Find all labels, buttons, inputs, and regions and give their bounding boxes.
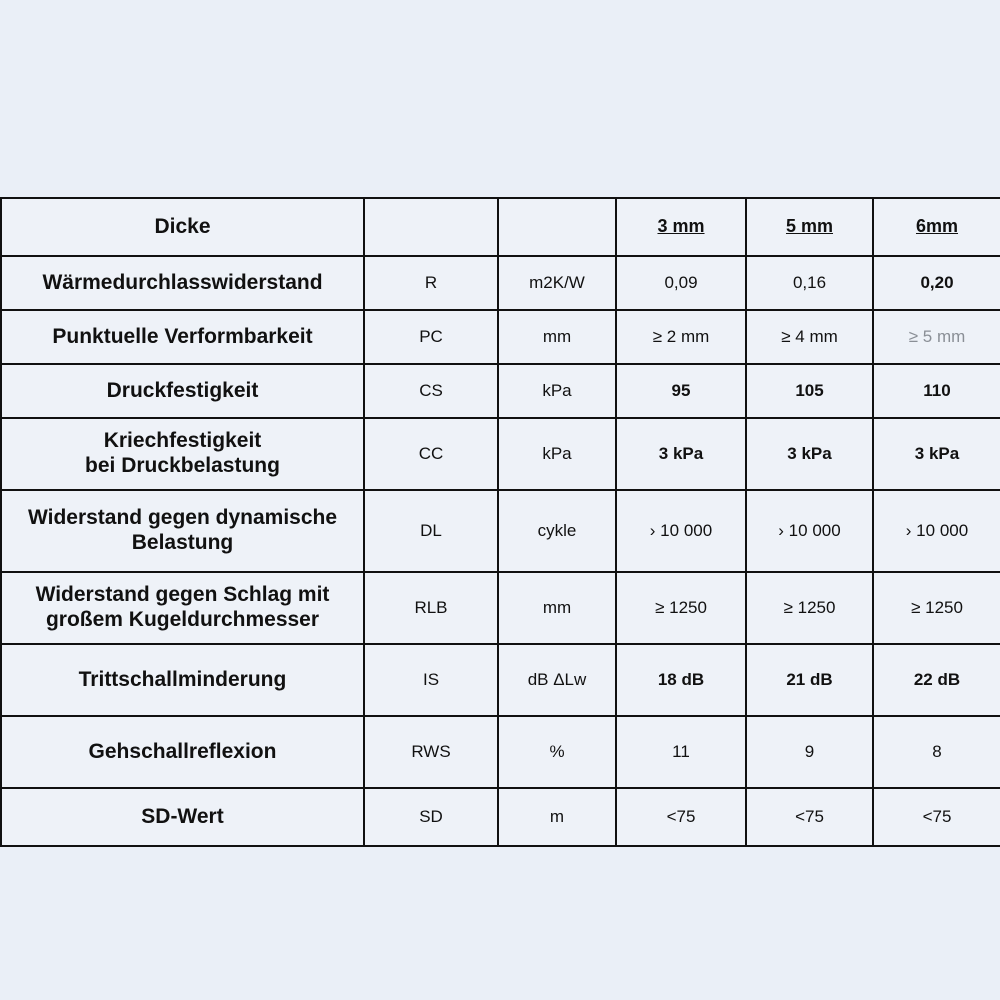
property-name: Trittschallminderung bbox=[1, 644, 364, 716]
property-name: Wärmedurchlasswiderstand bbox=[1, 256, 364, 310]
header-thickness-label: Dicke bbox=[1, 198, 364, 256]
value-cell-6mm: 110 bbox=[873, 364, 1000, 418]
property-name: Widerstand gegen Schlag mit großem Kugeldurchmesser bbox=[1, 572, 364, 644]
property-unit: % bbox=[498, 716, 616, 788]
value-cell-3mm: 0,09 bbox=[616, 256, 746, 310]
value-cell-5mm: 21 dB bbox=[746, 644, 873, 716]
property-unit: kPa bbox=[498, 418, 616, 490]
header-value-5mm: 5 mm bbox=[746, 198, 873, 256]
property-unit: mm bbox=[498, 572, 616, 644]
value-cell-3mm: › 10 000 bbox=[616, 490, 746, 572]
specification-table bbox=[0, 197, 1000, 847]
property-unit: dB ΔLw bbox=[498, 644, 616, 716]
property-symbol: CS bbox=[364, 364, 498, 418]
property-symbol: CC bbox=[364, 418, 498, 490]
table-row bbox=[1, 490, 1000, 572]
table-header-row bbox=[1, 198, 1000, 256]
value-cell-5mm: ≥ 1250 bbox=[746, 572, 873, 644]
value-cell-3mm: ≥ 1250 bbox=[616, 572, 746, 644]
property-symbol: DL bbox=[364, 490, 498, 572]
value-cell-6mm: ≥ 1250 bbox=[873, 572, 1000, 644]
value-cell-5mm: ≥ 4 mm bbox=[746, 310, 873, 364]
property-name: Druckfestigkeit bbox=[1, 364, 364, 418]
table-row bbox=[1, 788, 1000, 846]
value-cell-5mm: 105 bbox=[746, 364, 873, 418]
value-cell-5mm: › 10 000 bbox=[746, 490, 873, 572]
value-cell-3mm: 95 bbox=[616, 364, 746, 418]
value-cell-6mm: 22 dB bbox=[873, 644, 1000, 716]
header-symbol bbox=[364, 198, 498, 256]
value-cell-5mm: 3 kPa bbox=[746, 418, 873, 490]
header-value-6mm: 6mm bbox=[873, 198, 1000, 256]
property-symbol: SD bbox=[364, 788, 498, 846]
property-symbol: RWS bbox=[364, 716, 498, 788]
property-name: Kriechfestigkeit bei Druckbelastung bbox=[1, 418, 364, 490]
property-name: Gehschallreflexion bbox=[1, 716, 364, 788]
property-symbol: RLB bbox=[364, 572, 498, 644]
table-row bbox=[1, 364, 1000, 418]
table-row bbox=[1, 310, 1000, 364]
specification-table-container bbox=[0, 197, 1000, 847]
property-name: Punktuelle Verformbarkeit bbox=[1, 310, 364, 364]
table-row bbox=[1, 716, 1000, 788]
value-cell-6mm: › 10 000 bbox=[873, 490, 1000, 572]
table-row bbox=[1, 644, 1000, 716]
value-cell-5mm: 0,16 bbox=[746, 256, 873, 310]
value-cell-3mm: <75 bbox=[616, 788, 746, 846]
table-row bbox=[1, 418, 1000, 490]
value-cell-6mm: 3 kPa bbox=[873, 418, 1000, 490]
value-cell-6mm: 8 bbox=[873, 716, 1000, 788]
value-cell-3mm: ≥ 2 mm bbox=[616, 310, 746, 364]
value-cell-5mm: <75 bbox=[746, 788, 873, 846]
property-symbol: R bbox=[364, 256, 498, 310]
value-cell-3mm: 18 dB bbox=[616, 644, 746, 716]
value-cell-6mm: <75 bbox=[873, 788, 1000, 846]
value-cell-6mm: 0,20 bbox=[873, 256, 1000, 310]
property-unit: kPa bbox=[498, 364, 616, 418]
property-unit: m2K/W bbox=[498, 256, 616, 310]
table-row bbox=[1, 572, 1000, 644]
header-value-3mm: 3 mm bbox=[616, 198, 746, 256]
value-cell-5mm: 9 bbox=[746, 716, 873, 788]
table-row bbox=[1, 256, 1000, 310]
property-unit: m bbox=[498, 788, 616, 846]
property-unit: cykle bbox=[498, 490, 616, 572]
value-cell-3mm: 11 bbox=[616, 716, 746, 788]
value-cell-3mm: 3 kPa bbox=[616, 418, 746, 490]
property-symbol: IS bbox=[364, 644, 498, 716]
property-name: Widerstand gegen dynamische Belastung bbox=[1, 490, 364, 572]
property-name: SD-Wert bbox=[1, 788, 364, 846]
property-unit: mm bbox=[498, 310, 616, 364]
header-unit bbox=[498, 198, 616, 256]
value-cell-6mm: ≥ 5 mm bbox=[873, 310, 1000, 364]
property-symbol: PC bbox=[364, 310, 498, 364]
